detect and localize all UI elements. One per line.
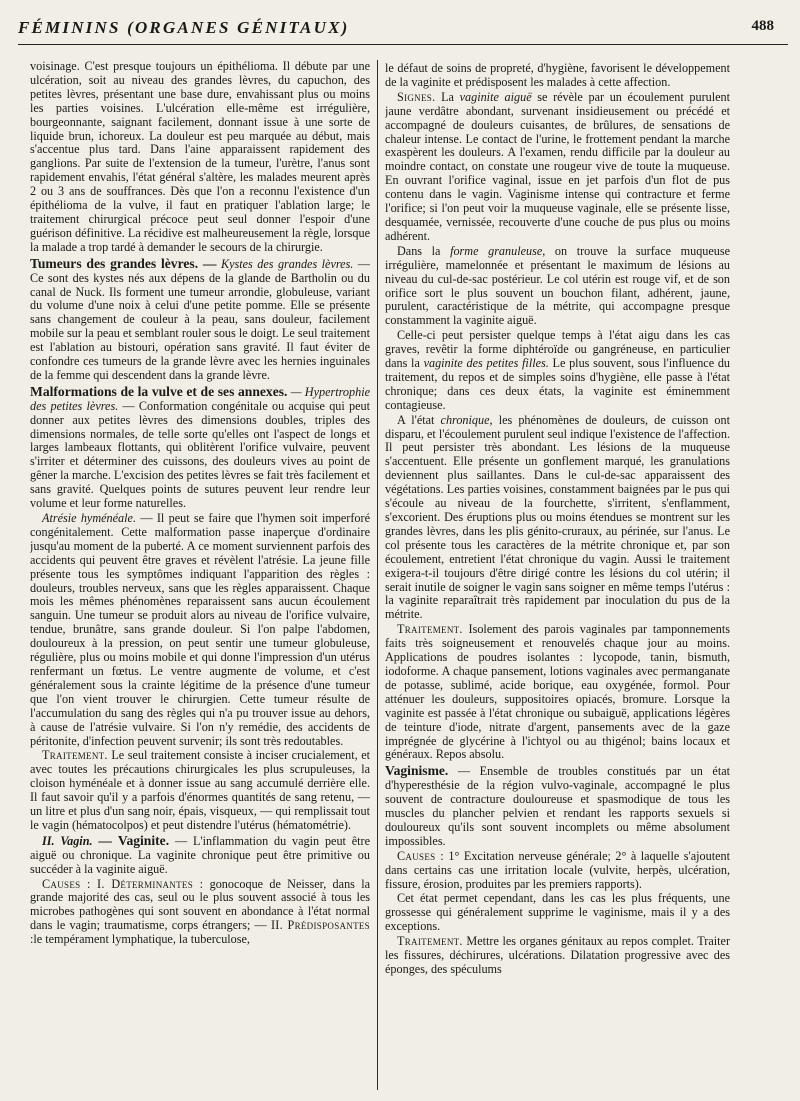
section-forme-granuleuse [385,245,730,328]
text-traitement-vaginisme: Mettre les organes génitaux au repos complet. Traiter les fissures, déchirures, ulcérations. Dilatation progressive avec des éponges, des spéculums [385,934,730,976]
label-determinantes: I. Déterminantes : [97,876,204,891]
text-granuleuse-pre: Dans la [397,243,441,258]
heading-malformations: Malformations de la vulve et de ses annexes. [30,383,288,399]
text-celle-pre: Celle-ci peut persister quelque temps à l'état aigu dans les cas graves, revêtir la forme diphtéroïde ou gangréneuse, en particulier dans la [385,328,730,371]
heading-tumeurs: Tumeurs des grandes lèvres. — [30,255,217,271]
section-tumeurs [30,257,370,383]
label-signes: Signes. [397,89,436,104]
running-head: FÉMININS (ORGANES GÉNITAUX) [18,18,350,37]
heading-vaginite: — Vaginite. [98,832,170,848]
text-traitement: Le seul traitement consiste à inciser crucialement, et avec toutes les précautions chirurgicales les plus scrupuleuses, la cloison hyménéale et à donner issue au sang accumulé derrière elle. Il faut savoir qu'il y a parfois d'énormes quantités de sang retenu, — un litre et plus d'un sang noir, épais, visqueux, — qui remplissait tout le vagin (hématocolpos) et peut distendre l'utérus (hématométrie). [30,748,370,832]
text-granuleuse: on trouve la surface muqueuse irrégulière, mamelonnée et présentant le maximum de lésions au niveau du cul-de-sac postérieur. Le col utérin est rouge vif, et de son orifice sort le plus souvent un bouchon filant, adhérent, jaune, purulent, caractéristique de la métrite, qui accompagne presque constamment la vaginite aiguë. [385,243,730,328]
subheading-kystes: Kystes des grandes lèvres. [220,256,354,271]
section-celle-ci [385,329,730,412]
section-vagin [30,834,370,877]
text-causes: gonocoque de Neisser, dans la grande majorité des cas, seul ou le plus souvent associé à tous les microbes pathogènes qui sont souvent en abondance à l'état normal dans le vagin; traumatisme, corps étrangers; — [30,876,370,933]
text-atresie: — Il peut se faire que l'hymen soit imperforé congénitalement. Cette malformation passe inaperçue d'ordinaire jusqu'au moment de la puberté. A ce moment surviennent parfois des accidents qui peuvent être graves et révèlent l'atrésie. La jeune fille présente tous les symptômes indiquant l'apparition des règles : douleurs, troubles nerveux, sans que les règles apparaissent. Chaque mois les mêmes phénomènes reparaissent sans aucun écoulement sanguin. Une tumeur se produit alors au niveau de l'orifice vulvaire, tendue, brunâtre, sans grande douleur. Si l'on palpe l'abdomen, douloureux à la pression, on peut sentir une tumeur globuleuse, régulière, plus ou moins mobile et qui donne l'impression d'un utérus renfermant un fœtus. Le ventre augmente de volume, et c'est généralement sous la crainte légitime de la présence d'une tumeur que l'on vient trouver le chirurgien. Cette tumeur résulte de l'accumulation du sang des règles qui n'a pu trouver issue au dehors, à cause de l'atrésie vulvaire. Si l'on n'y remédie, des accidents de péritonite, d'infection peuvent survenir; ils sont très redoutables. [30,511,370,748]
term-forme-granuleuse: forme granuleuse, [450,243,546,258]
section-signes [385,91,730,244]
label-causes: Causes : [42,876,91,891]
page-number: 488 [751,18,774,34]
paragraph-epithelioma: voisinage. C'est presque toujours un épithélioma. Il débute par une ulcération, soit au niveau des grandes lèvres, du capuchon, des petites lèvres, présentant une base dure, envahissant plus ou moins les parties voisines. L'ulcération elle-même est irrégulière, bourgeonnante, saignant facilement, donnant issue à une sorte de liquide brun, ichoreux. La douleur est peu marquée au début, mais s'accentue plus tard. Dans l'aine apparaissent rapidement des ganglions. Par suite de l'extension de la tumeur, l'urètre, l'anus sont rapidement envahis, l'état général s'altère, les malades meurent après 2 ou 3 ans de souffrances. Dès que l'on a reconnu l'existence d'un épithélioma de la vulve, il faut en pratiquer l'ablation large; le traitement chirurgical précoce peut seul donner l'espoir d'une guérison définitive. La récidive est malheureusement la règle, lorsque la malade a trop tardé à demander le secours de la chirurgie. [30,60,370,254]
term-chronique: chronique, [440,412,493,427]
section-causes-vaginisme [385,850,730,892]
text-chronique-pre: A l'état [397,412,435,427]
right-column [385,62,730,1092]
section-vaginisme [385,764,730,848]
text-signes: se révèle par un écoulement purulent jaune verdâtre abondant, survenant insidieusement ou précédé et accompagné de douleurs cuisantes, de brûlures, de sensations de chaleur intense. Le contact de l'urine, le frottement pendant la marche exaspèrent les douleurs. A l'examen, rendu difficile par la douleur au moindre contact, on constate une rougeur vive de toute la muqueuse. En ouvrant l'orifice vaginal, issue en jet parfois d'un flot de pus contenu dans le vagin. Vaginisme intense qui contracture et ferme l'orifice; si l'on peut voir la muqueuse vaginale, elle se présente lisse, desquamée, vernissée, recouverte d'une couche de pus plus ou moins adhérent. [385,89,730,243]
label-traitement: Traitement. [42,748,108,763]
text-vaginite: — L'inflammation du vagin peut être aiguë ou chronique. La vaginite chronique peut être primitive ou succéder à la vaginite aiguë. [30,833,370,876]
term-petites-filles: vaginite des petites filles. [423,356,549,371]
section-traitement-atresie [30,749,370,832]
subheading-atresie: Atrésie hyménéale. [42,511,136,525]
subheading-hypertrophie: — Hypertrophie des petites lèvres. [30,384,370,413]
term-vaginite-aigue: vaginite aiguë [459,89,532,104]
text-signes-pre: La [441,89,454,104]
label-predisposantes: II. Prédisposantes [270,918,370,933]
section-chronique [385,414,730,623]
text-hypertrophie: — Conformation congénitale ou acquise qui peut donner aux petites lèvres des dimensions doubles, triples des dimensions normales, de telle sorte qu'elles ont l'aspect de longs et larges lambeaux flottants, qui oblitèrent l'orifice vulvaire, peuvent s'irriter et déterminer des cuissons, des douleurs vives au point de gêner la marche. L'excision des petites lèvres se fait très facilement et sans gravité. Quelques points de sutures peuvent leur rendre leur volume et leur forme naturelles. [30,398,370,511]
label-traitement-vaginisme: Traitement. [397,934,463,949]
paragraph-cet-etat: Cet état permet cependant, dans les cas les plus fréquents, une grossesse qui généralement supprime le vaginisme, mais il y a des exceptions. [385,891,730,934]
label-traitement-vaginite: Traitement. [397,622,463,637]
column-divider [377,60,378,1090]
paragraph-continuation: le défaut de soins de propreté, d'hygiène, favorisent le développement de la vaginite et prédisposent les malades à cette affection. [385,62,730,89]
text-traitement-vaginite: Isolement des parois vaginales par tamponnements faits très soigneusement et renouvelés chaque jour au moins. Applications de poudres isolantes : lycopode, tanin, bismuth, iodoforme. A chaque pansement, lotions vaginales avec permanganate de potasse, sublimé, acide borique, eau oxygénée, formol. Pour atténuer les douleurs, suppositoires opiacés, bromure. Lorsque la vaginite est passée à l'état chronique ou subaiguë, applications légères de teinture d'iode, nitrate d'argent, pansements avec de la gaze imprégnée de glycérine à l'ichtyol ou au thigénol; bains locaux et généraux. Repos absolu. [385,622,730,762]
text-celle: Le plus souvent, sous l'influence du traitement, du repos et de simples soins d'hygiène, elle passe à l'état chronique; dans ces deux états, la vaginite est éminemment contagieuse. [385,356,730,412]
label-vagin: II. Vagin. [42,833,93,848]
section-causes-vaginite [30,878,370,948]
text-chronique: les phénomènes de douleurs, de cuisson ont disparu, et l'écoulement purulent seul indique l'existence de l'affection. Il peut persister très abondant. Les lésions de la muqueuse s'accentuent. Elle présente un gonflement marqué, les granulations deviennent plus saillantes. Dans le cul-de-sac apparaissent des végétations. Les parties voisines, constamment baignées par le pus qui s'écoule au niveau de la fourchette, s'irritent, s'enflamment, s'excorient. Des éruptions plus ou moins étendues se montrent sur les grandes lèvres, dans les plis génito-cruraux, au périnée, sur l'anus. Le col présente tous les caractères de la métrite chronique et, par son écoulement, entretient l'état chronique du vagin. Aussi le traitement exigera-t-il toujours d'être dirigé contre les lésions du col utérin; il serait inutile de soigner le vagin sans soigner en même temps l'utérus : la vaginite reparaîtrait très rapidement par inoculation du pus de la métrite. [385,412,730,622]
text-causes-vaginisme: 1° Excitation nerveuse générale; 2° à laquelle s'ajoutent dans certains cas une irritation locale (vulvite, herpès, ulcération, fissure, érosion, produites par les premiers rapports). [385,848,730,891]
section-traitement-vaginite [385,623,730,762]
heading-vaginisme: Vaginisme. [385,763,449,779]
page-header [18,14,788,45]
text-predisposantes: :le tempérament lymphatique, la tuberculose, [30,932,250,947]
left-column [30,60,370,1090]
section-traitement-vaginisme [385,935,730,977]
label-causes-vaginisme: Causes : [397,848,444,863]
text-vaginisme: — Ensemble de troubles constitués par un état d'hyperesthésie de la région vulvo-vaginale, accompagné le plus souvent de contracture douloureuse et spasmodique de tous les muscles du plancher pelvien et rendant les rapports sexuels si douloureux qu'ils sont souvent incomplets ou même absolument impossibles. [385,764,730,848]
section-malformations [30,385,370,511]
section-atresie [30,512,370,748]
text-tumeurs: — Ce sont des kystes nés aux dépens de la glande de Bartholin ou du canal de Nuck. Ils forment une tumeur arrondie, globuleuse, variant du volume d'une noix à celui d'une petite pomme. Elle se présente sans changement de couleur à la peau, sans douleur, facilement mobile sur la peau et semblant rouler sous le doigt. Le seul traitement est l'ablation au bistouri, opération sans gravité. Il faut éviter de confondre ces tumeurs de la grande lèvre avec les hernies inguinales de la femme qui descendent dans la grande lèvre. [30,256,370,382]
